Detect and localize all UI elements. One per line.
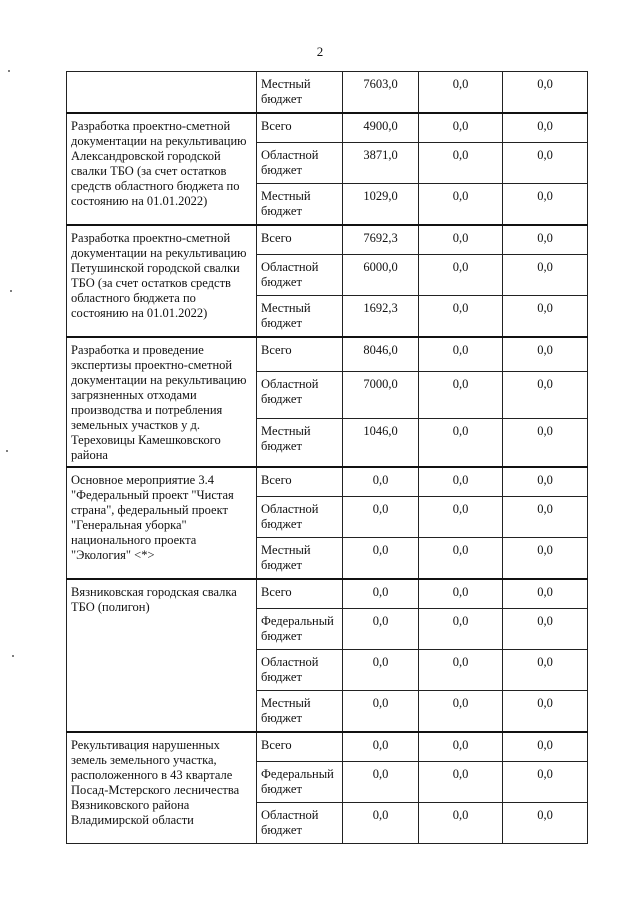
amount-value: 0,0 [419, 762, 503, 803]
amount-value: 0,0 [343, 732, 419, 762]
amount-value: 0,0 [503, 255, 588, 296]
amount-value: 7000,0 [343, 371, 419, 419]
funding-source: Областной бюджет [257, 371, 343, 419]
amount-value: 0,0 [419, 803, 503, 844]
activity-description: Вязниковская городская свалка ТБО (полигон) [67, 579, 257, 732]
funding-source: Всего [257, 225, 343, 255]
amount-value: 0,0 [503, 72, 588, 114]
amount-value: 0,0 [503, 579, 588, 609]
scan-speck [12, 655, 14, 657]
amount-value: 1692,3 [343, 296, 419, 338]
funding-source: Областной бюджет [257, 143, 343, 184]
scan-speck [8, 70, 10, 72]
amount-value: 0,0 [419, 691, 503, 733]
activity-description: Рекультивация нарушенных земель земельного участка, расположенного в 43 квартале Посад-Мстерского лесничества Вязниковского района Владимирской области [67, 732, 257, 844]
amount-value: 0,0 [419, 609, 503, 650]
funding-source: Местный бюджет [257, 184, 343, 226]
amount-value: 0,0 [503, 803, 588, 844]
amount-value: 6000,0 [343, 255, 419, 296]
table-row [67, 225, 588, 255]
table-row [67, 467, 588, 497]
table-row [67, 72, 588, 114]
activity-description: Разработка и проведение экспертизы проектно-сметной документации на рекультивацию загрязненных отходами производства и потребления земельных участков у д. Тереховицы Камешковского района [67, 337, 257, 467]
funding-source: Всего [257, 337, 343, 371]
amount-value: 0,0 [419, 255, 503, 296]
funding-source: Местный бюджет [257, 72, 343, 114]
amount-value: 0,0 [419, 113, 503, 143]
funding-source: Местный бюджет [257, 296, 343, 338]
amount-value: 0,0 [419, 732, 503, 762]
amount-value: 0,0 [419, 143, 503, 184]
amount-value: 0,0 [503, 467, 588, 497]
amount-value: 0,0 [503, 184, 588, 226]
amount-value: 4900,0 [343, 113, 419, 143]
scan-speck [6, 450, 8, 452]
amount-value: 0,0 [419, 296, 503, 338]
amount-value: 1029,0 [343, 184, 419, 226]
budget-table-body [67, 72, 588, 844]
activity-description [67, 72, 257, 114]
amount-value: 0,0 [419, 225, 503, 255]
funding-source: Всего [257, 579, 343, 609]
funding-source: Местный бюджет [257, 419, 343, 467]
amount-value: 0,0 [343, 691, 419, 733]
amount-value: 0,0 [503, 419, 588, 467]
amount-value: 0,0 [503, 650, 588, 691]
amount-value: 0,0 [503, 691, 588, 733]
funding-source: Федеральный бюджет [257, 762, 343, 803]
amount-value: 0,0 [419, 419, 503, 467]
amount-value: 0,0 [503, 337, 588, 371]
amount-value: 0,0 [343, 609, 419, 650]
funding-source: Местный бюджет [257, 691, 343, 733]
amount-value: 0,0 [503, 732, 588, 762]
funding-source: Областной бюджет [257, 803, 343, 844]
amount-value: 0,0 [419, 467, 503, 497]
funding-source: Федеральный бюджет [257, 609, 343, 650]
amount-value: 0,0 [503, 113, 588, 143]
table-row [67, 732, 588, 762]
funding-source: Областной бюджет [257, 650, 343, 691]
amount-value: 8046,0 [343, 337, 419, 371]
amount-value: 0,0 [343, 650, 419, 691]
activity-description: Разработка проектно-сметной документации на рекультивацию Александровской городской свалки ТБО (за счет остатков средств областного бюджета по состоянию на 01.01.2022) [67, 113, 257, 225]
amount-value: 0,0 [343, 497, 419, 538]
amount-value: 0,0 [503, 143, 588, 184]
amount-value: 0,0 [503, 497, 588, 538]
amount-value: 0,0 [343, 579, 419, 609]
budget-table [66, 71, 588, 844]
amount-value: 0,0 [419, 371, 503, 419]
table-row [67, 579, 588, 609]
table-row [67, 337, 588, 371]
funding-source: Областной бюджет [257, 497, 343, 538]
amount-value: 0,0 [503, 609, 588, 650]
amount-value: 0,0 [503, 225, 588, 255]
amount-value: 0,0 [343, 803, 419, 844]
amount-value: 0,0 [343, 467, 419, 497]
amount-value: 0,0 [419, 579, 503, 609]
scan-speck [10, 290, 12, 292]
table-row [67, 113, 588, 143]
amount-value: 0,0 [343, 538, 419, 580]
amount-value: 0,0 [419, 538, 503, 580]
amount-value: 0,0 [419, 72, 503, 114]
funding-source: Всего [257, 732, 343, 762]
amount-value: 0,0 [503, 296, 588, 338]
amount-value: 3871,0 [343, 143, 419, 184]
amount-value: 1046,0 [343, 419, 419, 467]
activity-description: Разработка проектно-сметной документации на рекультивацию Петушинской городской свалки ТБО (за счет остатков средств областного бюджета по состоянию на 01.01.2022) [67, 225, 257, 337]
amount-value: 0,0 [503, 762, 588, 803]
amount-value: 0,0 [419, 337, 503, 371]
amount-value: 0,0 [419, 184, 503, 226]
amount-value: 0,0 [419, 650, 503, 691]
amount-value: 0,0 [503, 538, 588, 580]
amount-value: 7692,3 [343, 225, 419, 255]
page-number: 2 [316, 44, 324, 59]
funding-source: Местный бюджет [257, 538, 343, 580]
funding-source: Всего [257, 467, 343, 497]
activity-description: Основное мероприятие 3.4 "Федеральный проект "Чистая страна", федеральный проект "Генеральная уборка" национального проекта "Экология" <*> [67, 467, 257, 579]
funding-source: Всего [257, 113, 343, 143]
amount-value: 7603,0 [343, 72, 419, 114]
amount-value: 0,0 [419, 497, 503, 538]
amount-value: 0,0 [503, 371, 588, 419]
funding-source: Областной бюджет [257, 255, 343, 296]
amount-value: 0,0 [343, 762, 419, 803]
